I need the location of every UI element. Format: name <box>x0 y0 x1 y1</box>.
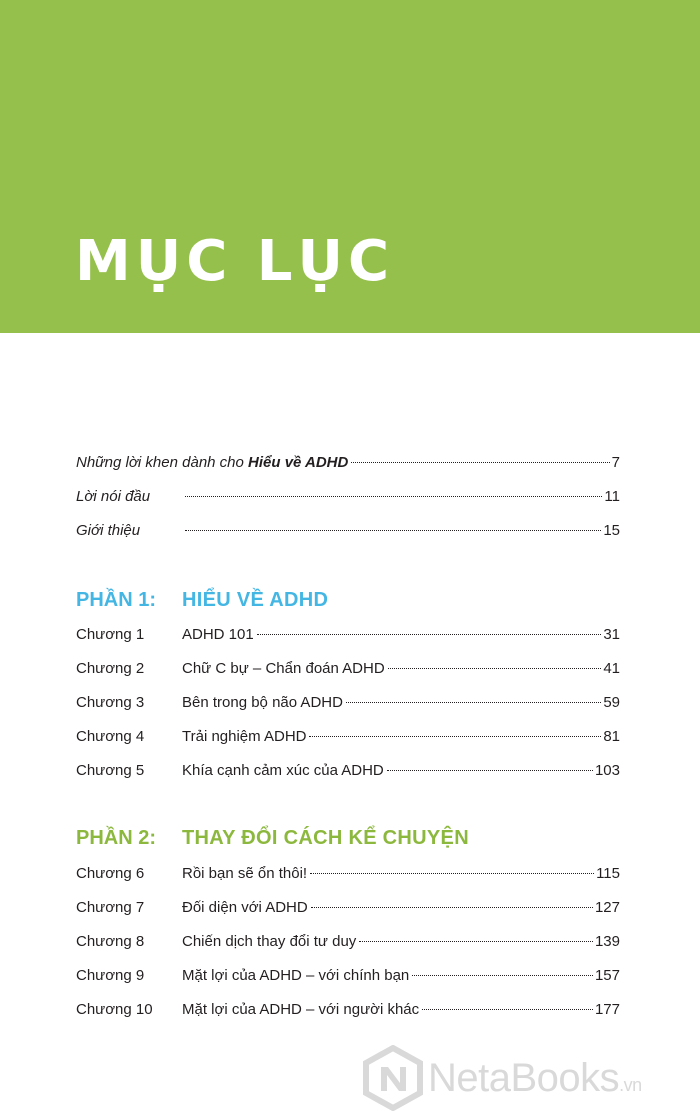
toc-chapter-6[interactable] <box>76 860 620 888</box>
toc-page-number: 103 <box>594 762 620 779</box>
toc-page-number: 81 <box>603 728 620 745</box>
toc-page-number: 31 <box>603 626 620 643</box>
chapter-number: Chương 1 <box>76 626 145 643</box>
toc-page-number: 127 <box>594 899 620 916</box>
toc-entry-label: Lời nói đầu <box>76 488 151 505</box>
chapter-title: Chữ C bự – Chẩn đoán ADHD <box>182 660 385 677</box>
chapter-number: Chương 3 <box>76 694 145 711</box>
dot-leader <box>185 530 601 531</box>
toc-chapter-2[interactable] <box>76 655 620 683</box>
part-number: PHẦN 1: <box>76 589 157 611</box>
toc-page-number: 41 <box>603 660 620 677</box>
part-2-heading <box>76 823 620 853</box>
toc-chapter-5[interactable] <box>76 757 620 785</box>
dot-leader <box>351 462 609 463</box>
chapter-title: ADHD 101 <box>182 626 254 643</box>
part-name: HIỂU VỀ ADHD <box>182 589 329 611</box>
toc-chapter-7[interactable] <box>76 894 620 922</box>
toc-page-number: 11 <box>604 488 620 505</box>
chapter-number: Chương 9 <box>76 967 145 984</box>
chapter-title: Mặt lợi của ADHD – với chính bạn <box>182 967 410 984</box>
dot-leader <box>257 634 602 635</box>
chapter-title: Bên trong bộ não ADHD <box>182 694 343 711</box>
part-number: PHẦN 2: <box>76 827 157 849</box>
toc-entry-label: Những lời khen dành cho Hiểu về ADHD <box>76 454 349 471</box>
netabooks-logo-icon <box>362 1045 424 1111</box>
dot-leader <box>185 496 602 497</box>
chapter-number: Chương 8 <box>76 933 145 950</box>
toc-page-number: 7 <box>611 454 620 471</box>
part-name: THAY ĐỔI CÁCH KỂ CHUYỆN <box>182 827 469 849</box>
watermark-brand: NetaBooks.vn <box>428 1055 642 1100</box>
dot-leader <box>346 702 601 703</box>
toc-page-number: 157 <box>594 967 620 984</box>
toc-chapter-3[interactable] <box>76 689 620 717</box>
chapter-number: Chương 4 <box>76 728 145 745</box>
toc-chapter-9[interactable] <box>76 962 620 990</box>
chapter-number: Chương 7 <box>76 899 145 916</box>
toc-entry-label: Giới thiệu <box>76 522 141 539</box>
page-title: MỤC LỤC <box>75 229 395 294</box>
toc-page-number: 115 <box>596 865 620 882</box>
toc-chapter-10[interactable] <box>76 996 620 1024</box>
toc-chapter-4[interactable] <box>76 723 620 751</box>
chapter-title: Mặt lợi của ADHD – với người khác <box>182 1001 420 1018</box>
dot-leader <box>388 668 602 669</box>
chapter-title: Đối diện với ADHD <box>182 899 308 916</box>
toc-page-number: 15 <box>603 522 620 539</box>
toc-page-number: 59 <box>603 694 620 711</box>
dot-leader <box>311 907 593 908</box>
toc-chapter-1[interactable] <box>76 621 620 649</box>
dot-leader <box>310 873 594 874</box>
toc-entry-foreword[interactable] <box>76 483 620 511</box>
chapter-title: Trải nghiệm ADHD <box>182 728 307 745</box>
chapter-title: Rồi bạn sẽ ổn thôi! <box>182 865 308 882</box>
chapter-title: Khía cạnh cảm xúc của ADHD <box>182 762 384 779</box>
dot-leader <box>359 941 593 942</box>
toc-entry-introduction[interactable] <box>76 517 620 545</box>
chapter-number: Chương 10 <box>76 1001 153 1018</box>
chapter-title: Chiến dịch thay đổi tư duy <box>182 933 357 950</box>
toc-entry-praise[interactable] <box>76 449 620 477</box>
chapter-number: Chương 6 <box>76 865 145 882</box>
dot-leader <box>422 1009 593 1010</box>
dot-leader <box>412 975 593 976</box>
chapter-number: Chương 5 <box>76 762 145 779</box>
toc-chapter-8[interactable] <box>76 928 620 956</box>
watermark <box>362 1043 700 1113</box>
toc-page-number: 139 <box>594 933 620 950</box>
part-1-heading <box>76 585 620 615</box>
dot-leader <box>387 770 593 771</box>
dot-leader <box>309 736 601 737</box>
chapter-number: Chương 2 <box>76 660 145 677</box>
toc-page-number: 177 <box>594 1001 620 1018</box>
